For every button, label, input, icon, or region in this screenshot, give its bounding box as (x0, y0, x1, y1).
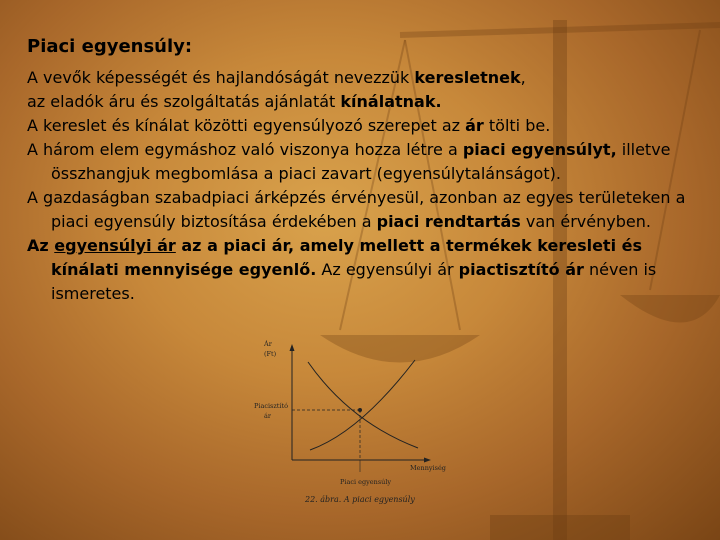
bold-term: piactisztító ár (458, 260, 584, 279)
bold-text: az a piaci ár, amely mellett a termékek keresleti és kínálati mennyisége egyenlő. (51, 236, 642, 279)
text: tölti be. (483, 116, 551, 135)
text: Az egyensúlyi ár (316, 260, 459, 279)
y-tick-label: ár (264, 412, 271, 420)
paragraph-4 (27, 138, 697, 186)
text: A gazdaságban szabadpiaci árképzés érvényesül, azonban az egyes területeken a piaci egyensúly biztosítása érdekében a (27, 188, 686, 231)
bold-term: piaci egyensúlyt, (462, 140, 617, 159)
text: az eladók áru és szolgáltatás ajánlatát (27, 92, 341, 111)
y-axis-label: Ár (264, 340, 272, 348)
bold-term: piaci rendtartás (376, 212, 521, 231)
text: néven is ismeretes. (51, 260, 657, 303)
supply-curve (310, 360, 415, 450)
y-axis-unit: (Ft) (264, 350, 277, 358)
bold-term: kínálatnak. (340, 92, 442, 111)
bold-term: ár (465, 116, 484, 135)
paragraph-5 (27, 186, 697, 234)
bold-text: Az (27, 236, 55, 255)
y-axis-arrow (290, 344, 295, 351)
figure-caption: 22. ábra. A piaci egyensúly (305, 495, 415, 504)
equilibrium-label: Piaci egyensúly (340, 478, 392, 486)
y-tick-label: Piacisztító (254, 402, 289, 410)
text: A kereslet és kínálat közötti egyensúlyozó szerepet az (27, 116, 466, 135)
text: , (520, 68, 526, 87)
paragraph-2 (27, 90, 697, 114)
text: illetve összhangjuk megbomlása a piaci zavart (egyensúlytalánságot). (51, 140, 671, 183)
text: A három elem egymáshoz való viszonya hozza létre a (27, 140, 463, 159)
text: A vevők képességét és hajlandóságát nevezzük (27, 68, 415, 87)
bold-term: keresletnek (414, 68, 521, 87)
paragraph-6 (27, 234, 697, 306)
x-axis-arrow (424, 458, 431, 463)
demand-curve (308, 362, 418, 448)
x-axis-label: Mennyiség (410, 464, 446, 472)
slide-body (27, 66, 697, 306)
equilibrium-diagram (250, 332, 450, 514)
paragraph-3 (27, 114, 697, 138)
underlined-term: egyensúlyi ár (54, 236, 176, 255)
equilibrium-point (358, 408, 362, 412)
paragraph-1 (27, 66, 697, 90)
text: van érvényben. (520, 212, 651, 231)
slide-title: Piaci egyensúly: (27, 36, 193, 57)
